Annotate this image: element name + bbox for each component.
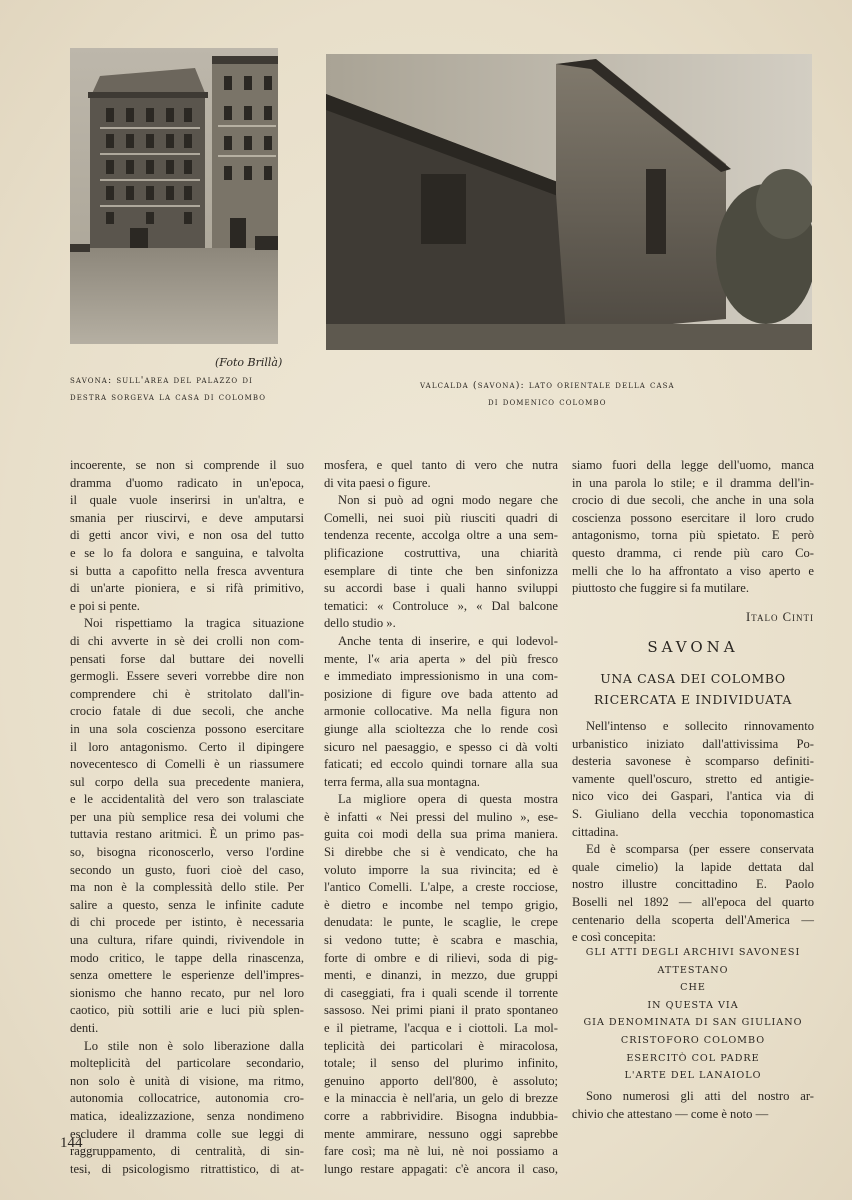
- text-line: si butta a capofitto nella fresca avventura: [70, 563, 304, 578]
- text-line: fare così; ma nè lui, nè noi possiamo a: [324, 1144, 558, 1159]
- text-line: Comelli, nei suoi più riusciti quadri di: [324, 510, 558, 525]
- text-line: smania per riuscirvi, e deve amputarsi: [70, 510, 304, 525]
- section-title: SAVONA: [647, 638, 739, 656]
- text-line: e se lo fa dolora e sanguina, e talvolta: [70, 545, 304, 560]
- text-line: desteria savonese è scomparso definiti-: [572, 754, 814, 769]
- text-line: Boselli nel 1892 — all'epoca del quarto: [572, 894, 814, 909]
- text-line: Si direbbe che si è vendicato, che ha: [324, 845, 558, 860]
- text-line: in una parola lo stile; e il dramma dell'in-: [572, 475, 814, 490]
- inscription-line: IN QUESTA VIA: [647, 999, 739, 1011]
- photo-valcalda-house: [326, 54, 812, 350]
- text-line: quale cimelio) la lapide dettata dal: [572, 859, 814, 874]
- text-column-1: [70, 457, 304, 1178]
- text-line: Anche tenta di inserire, e qui lodevol-: [338, 633, 558, 648]
- text-line: dello studio ».: [324, 616, 396, 631]
- text-line: dramma d'uomo radicato in un'epoca,: [70, 475, 304, 490]
- text-line: su accordi base i quali hanno sviluppi: [324, 581, 558, 596]
- text-line: escludere il dramma colle sue leggi di: [70, 1126, 304, 1141]
- text-line: corre a rabbrividire. Bisogna indubbia-: [324, 1108, 558, 1123]
- text-line: di un'arte pioniera, e si rifà primitivo,: [70, 581, 304, 596]
- text-line: Nell'intenso e sollecito rinnovamento: [586, 719, 814, 733]
- text-line: posizione di figure ove bada attento ad: [324, 686, 558, 701]
- text-line: e poi si pente.: [70, 598, 140, 613]
- text-line: genuino apporto dell'800, è assoluto;: [324, 1073, 558, 1088]
- text-line: giunge alla scioltezza che lo rende così: [324, 721, 558, 736]
- text-line: secondo un gusto, fuori cioè del caso,: [70, 862, 304, 877]
- author-signature: Italo Cinti: [745, 610, 814, 624]
- text-line: di getti ancor vivi, e non osa del tutto: [70, 528, 304, 543]
- text-line: Ed è scomparsa (per essere conservata: [586, 842, 814, 857]
- text-line: e le accidentalità del vero son tralasciate: [70, 792, 304, 807]
- inscription-line: L'ARTE DEL LANAIOLO: [624, 1070, 762, 1082]
- inscription-line: CHE: [680, 982, 706, 994]
- text-line: il loro antagonismo. Certo il dipingere: [70, 739, 304, 754]
- inscription-line: ESERCITÒ COL PADRE: [626, 1052, 760, 1064]
- text-line: centenario della scoperta dell'America —: [572, 912, 814, 927]
- text-line: mente ammirare, nessuno oggi saprebbe: [324, 1126, 558, 1141]
- text-line: denti.: [70, 1021, 99, 1035]
- text-line: esemplare di tinte che ben sinfonizza: [324, 563, 558, 578]
- text-line: Noi rispettiamo la tragica situazione: [84, 616, 304, 631]
- text-line: tematici: « Controluce », « Dal balcone: [324, 598, 558, 613]
- text-line: e il pietrame, l'acqua e i ciottoli. La mol-: [324, 1021, 558, 1035]
- text-line: terra ferma, alla sua montagna.: [324, 774, 480, 789]
- inscription-line: GLI ATTI DEGLI ARCHIVI SAVONESI: [585, 947, 801, 958]
- text-line: si vedono tutte; è scabra e maschia,: [324, 933, 558, 948]
- text-line: sicuro nel paesaggio, e spesso ci dà volti: [324, 739, 558, 754]
- text-line: sul corpo della sua precedente maniera,: [70, 774, 304, 789]
- text-line: crocio di due secoli, che anche in una sola: [572, 493, 814, 508]
- text-line: coscienza possono esercitare il loro crudo: [572, 510, 814, 525]
- text-line: salire a questo, senza le infinite cadute: [70, 897, 304, 912]
- text-line: guita coi modi della sua prima maniera.: [324, 827, 558, 842]
- text-line: di caseggiati, fra i quali scende il torrente: [324, 985, 558, 1000]
- text-line: comprendere chi è stritolato dall'in-: [70, 686, 304, 701]
- photo-credit: (Foto Brillà): [215, 356, 283, 369]
- text-line: denudata: le punte, le scaglie, le crepe: [324, 915, 558, 930]
- text-line: e la minaccia è nell'aria, un gelo di brezze: [324, 1091, 558, 1106]
- text-line: nico vico dei Gaspari, l'antica via di: [572, 789, 814, 804]
- text-line: ma non è la complessità dello stile. Per: [70, 880, 304, 895]
- text-line: il quale vuole inserirsi in un'altra, e: [70, 493, 304, 508]
- text-line: teplicità dei particolari è miracolosa,: [324, 1038, 558, 1053]
- text-line: in una sola coscienza possono esercitare: [70, 721, 304, 736]
- text-line: vamente quell'oscuro, stretto ed antigie-: [572, 771, 814, 786]
- left-photo-caption: savona: sull'area del palazzo di destra sorgeva la casa di colombo: [70, 375, 267, 403]
- text-line: per una più semplice resa dei volumi che: [70, 809, 304, 824]
- text-line: raggruppamento, di centralità, di sin-: [70, 1144, 304, 1159]
- text-line: germogli. Essere severi vorrebbe dire non: [70, 669, 304, 684]
- text-line: voluto imporre la sua rivincita; ed è: [324, 862, 558, 877]
- text-line: questo dramma, ci rende più caro Co-: [572, 545, 814, 560]
- text-line: tuttavia restano aritmici. È un primo pas-: [70, 827, 304, 842]
- text-line: non solo è unità di visione, ma ritmo,: [70, 1073, 304, 1088]
- text-line: Non si può ad ogni modo negare che: [338, 493, 558, 508]
- inscription-line: CRISTOFORO COLOMBO: [620, 1034, 766, 1046]
- text-line: so, bisogna riconoscerlo, verso l'ordine: [70, 845, 304, 860]
- text-line: è dietro e incombe nel tempo grigio,: [324, 897, 558, 912]
- text-line: e così concepita:: [572, 930, 656, 945]
- text-line: crocio fatale di due secoli, che anche: [70, 704, 304, 719]
- inscription-line: ATTESTANO: [657, 964, 729, 976]
- text-column-2: [324, 457, 558, 1178]
- text-line: urbanistico iniziato dall'attivissima Po-: [572, 736, 814, 751]
- text-line: senza omettere le esperienze dell'impres-: [70, 968, 304, 983]
- text-line: di chi avverte in sè dei crolli non com-: [70, 633, 304, 648]
- text-line: plificazione costruttiva, una chiarità: [324, 545, 558, 560]
- text-line: forte di ombre e di rilievi, soda di pig-: [324, 950, 558, 965]
- text-line: armonie collocative. Ma nella figura non: [324, 704, 558, 719]
- text-line: menti, e dinanzi, in mezzo, due gruppi: [324, 968, 558, 983]
- text-line: La migliore opera di questa mostra: [338, 792, 558, 807]
- text-column-3-top: [572, 457, 814, 598]
- text-line: sionismo che hanno recato, pur nel loro: [70, 985, 304, 1000]
- text-line: lungo restare appagati: c'è ancora il caso,: [324, 1161, 558, 1176]
- text-line: una cultura, rifare quindi, rivivendole in: [70, 933, 304, 948]
- text-column-3-body: [572, 718, 814, 947]
- text-line: Lo stile non è solo liberazione dalla: [84, 1038, 304, 1053]
- text-line: matica, idealizzazione, senza nondimeno: [70, 1108, 304, 1123]
- text-column-3-end: [572, 1088, 814, 1123]
- text-line: tendenza recente, accolga oltre a una sem-: [324, 528, 558, 543]
- text-line: cittadina.: [572, 824, 619, 839]
- text-line: l'antico Comelli. L'alpe, a creste rocciose,: [324, 880, 558, 895]
- photo-savona-building: [70, 48, 278, 344]
- text-line: faticati; ed eccolo quindi tornare alla sua: [324, 757, 558, 772]
- inscription-block: [572, 944, 814, 1085]
- text-line: è infatti « Nei pressi del mulino », ese-: [324, 809, 558, 824]
- text-line: nostro illustre concittadino E. Paolo: [572, 877, 814, 892]
- text-line: antagonismo, torna più spietato. E però: [572, 528, 814, 543]
- text-line: incoerente, se non si comprende il suo: [70, 458, 304, 472]
- right-photo-caption: valcalda (savona): lato orientale della casa di domenico colombo: [420, 380, 675, 408]
- text-line: sassoso. Nei primi piani il prato spontaneo: [324, 1003, 558, 1018]
- text-line: siamo fuori della legge dell'uomo, manca: [572, 458, 814, 472]
- text-line: Sono numerosi gli atti del nostro ar-: [586, 1089, 814, 1103]
- text-line: di chi procede per istinto, è necessaria: [70, 915, 304, 930]
- text-line: novecentesco di Comelli è un riassumere: [70, 757, 304, 772]
- text-line: piuttosto che fuggire si fa mutilare.: [572, 581, 749, 596]
- text-line: tesi, di psicologismo ritrattistico, di at-: [70, 1161, 304, 1176]
- text-line: mente, l'« aria aperta » del più fresco: [324, 651, 558, 666]
- text-line: mosfera, e quel tanto di vero che nutra: [324, 458, 558, 472]
- text-line: molteplicità del particolare secondario,: [70, 1056, 304, 1071]
- text-line: e immediato impressionismo in una com-: [324, 669, 558, 684]
- inscription-line: GIA DENOMINATA DI SAN GIULIANO: [583, 1017, 803, 1029]
- text-line: chivio che attestano — come è noto —: [572, 1106, 769, 1121]
- text-line: di vita paesi o figure.: [324, 475, 431, 490]
- text-line: modo critico, le tappe della rinascenza,: [70, 950, 304, 965]
- text-line: autonomia collocatrice, autonomia cro-: [70, 1091, 304, 1106]
- text-line: S. Giuliano della vecchia toponomastica: [572, 806, 814, 821]
- text-line: pensati forse dal buttare dei novelli: [70, 651, 304, 666]
- page-number: 144: [60, 1135, 83, 1151]
- text-line: melli che lo ha affrontato a viso aperto e: [572, 563, 814, 578]
- text-line: totale; il senso del plurimo infinito,: [324, 1056, 558, 1071]
- section-subtitle: UNA CASA DEI COLOMBO RICERCATA E INDIVIDUATA: [594, 671, 792, 707]
- text-line: caotico, più sottili arie e luci più splen-: [70, 1003, 304, 1018]
